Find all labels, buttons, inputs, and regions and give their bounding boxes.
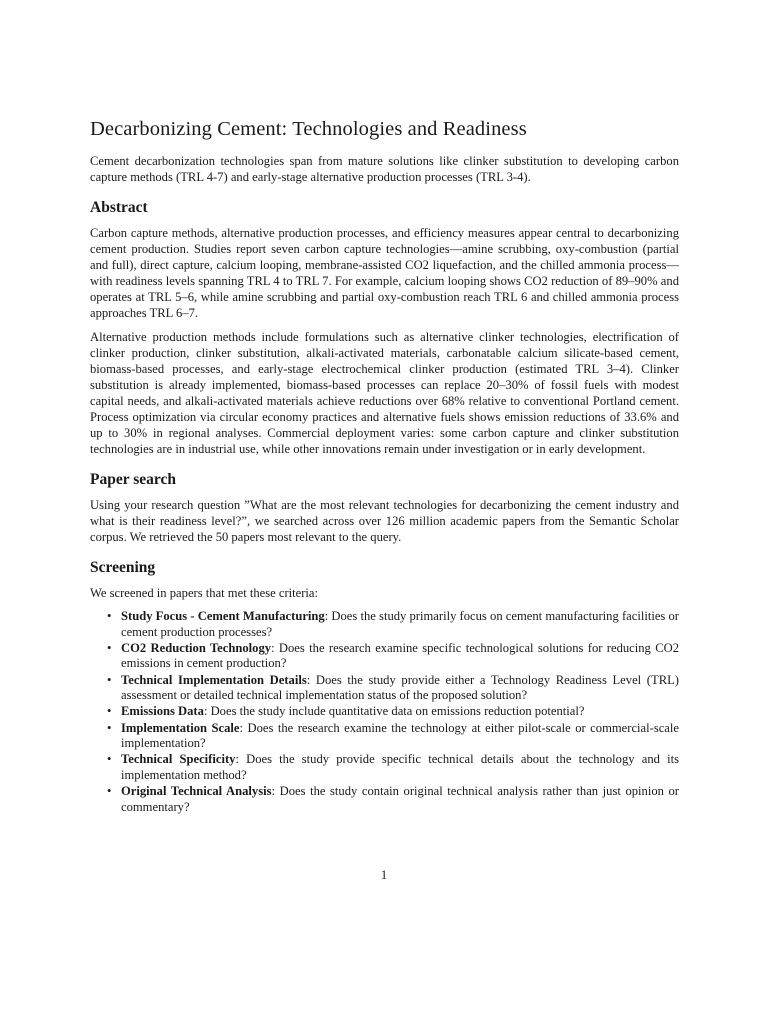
screening-section — [90, 559, 679, 815]
criteria-name: Emissions Data — [121, 704, 204, 719]
criteria-item — [121, 752, 679, 783]
criteria-text: : Does the study primarily focus on cement manufacturing facilities or cement production processes? — [121, 609, 679, 639]
criteria-name: Implementation Scale — [121, 720, 240, 735]
criteria-text: : Does the study contain original technical analysis rather than just opinion or commentary? — [121, 784, 679, 814]
document-page — [90, 118, 679, 816]
criteria-text: : Does the research examine specific technological solutions for reducing CO2 emissions in cement production? — [121, 640, 679, 671]
paper-search-section — [90, 471, 679, 545]
screening-heading: Screening — [90, 559, 156, 576]
page-number: 1 — [380, 868, 388, 882]
criteria-item — [121, 784, 679, 815]
criteria-text: : Does the study provide specific technical details about the technology and its implementation method? — [121, 752, 679, 782]
criteria-text: : Does the study include quantitative data on emissions reduction potential? — [203, 704, 585, 719]
criteria-text: : Does the research examine the technology at either pilot-scale or commercial-scale implementation? — [121, 720, 679, 751]
criteria-item — [121, 673, 679, 704]
screening-criteria-list — [90, 609, 679, 815]
criteria-name: CO2 Reduction Technology — [121, 640, 272, 655]
paper-search-heading: Paper search — [90, 471, 176, 488]
document-summary: Cement decarbonization technologies span from mature solutions like clinker substitution to developing carbon capture methods (TRL 4-7) and early-stage alternative production processes (TRL 3-4). — [90, 154, 679, 184]
criteria-name: Technical Specificity — [121, 752, 236, 767]
criteria-item — [121, 641, 679, 672]
criteria-item — [121, 721, 679, 752]
criteria-name: Study Focus - Cement Manufacturing — [121, 609, 325, 623]
document-title: Decarbonizing Cement: Technologies and Readiness — [90, 118, 527, 140]
abstract-heading: Abstract — [90, 199, 148, 216]
abstract-section — [90, 199, 679, 457]
criteria-name: Technical Implementation Details — [121, 672, 307, 687]
screening-intro: We screened in papers that met these criteria: — [90, 586, 319, 600]
paper-search-paragraph: Using your research question ”What are the most relevant technologies for decarbonizing the cement industry and what is their readiness level?”, we searched across over 126 million academic papers from the Semantic Scholar corpus. We retrieved the 50 papers most relevant to the query. — [90, 498, 679, 544]
abstract-paragraph-1: Carbon capture methods, alternative production processes, and efficiency measures appear central to decarbonizing cement production. Studies report seven carbon capture technologies—amine scrubbing, oxy-combustion (partial and full), direct capture, calcium looping, membrane-assisted CO2 liquefaction, and the chilled ammonia process—with readiness levels spanning TRL 4 to TRL 7. For example, calcium looping shows CO2 reduction of 89–90% and operates at TRL 5–6, while amine scrubbing and partial oxy-combustion reach TRL 6 and chilled ammonia process approaches TRL 6–7. — [90, 226, 679, 320]
criteria-item — [121, 609, 679, 640]
criteria-name: Original Technical Analysis — [121, 784, 272, 799]
criteria-item — [121, 704, 679, 720]
abstract-paragraph-2: Alternative production methods include formulations such as alternative clinker technologies, electrification of clinker production, clinker substitution, alkali-activated materials, carbonatable calcium silicate-based cement, biomass-based processes, and early-stage electrochemical clinker production (estimated TRL 3–4). Clinker substitution is already implemented, biomass-based processes can replace 20–30% of fossil fuels with modest capital needs, and alkali-activated materials achieve reductions over 68% relative to conventional Portland cement. Process optimization via circular economy practices and alternative fuels shows emission reductions of 33.6% and up to 30% in regional analyses. Commercial deployment varies: some carbon capture and clinker substitution technologies are in industrial use, while other innovations remain under investigation or in early development. — [90, 330, 679, 456]
criteria-text: : Does the study provide either a Technology Readiness Level (TRL) assessment or detailed technical implementation status of the proposed solution? — [121, 672, 679, 703]
